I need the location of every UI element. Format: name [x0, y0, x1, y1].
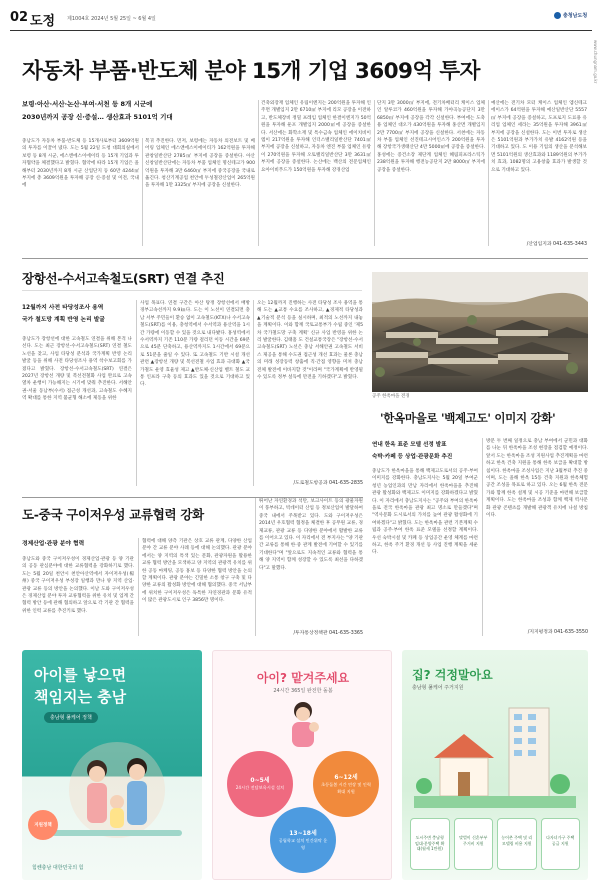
issue-info: 제1004호 2024년 5월 25일 ~ 6월 4일: [67, 16, 156, 22]
article3-col1: 충남도와 중국 구이저우성이 경제산업·관광 등 양 기관의 공동 관심분야에 대한 교류협력을 강화하기로 했다. 도는 5월 20일 천안시 천안아산역에서 자이저우성(楊州) 중국 구이저우성 부성장 일행과 만나 양 지역 산업·관광 교류 등의 방안을 논의했다. 이날 도와 구이저우성은 경제산업 분야 투자 교류협력을 위한 유치 및 업계 간 협력 방안 등에 관해 협의하고 앞으로 각 기관 간 협력을 위한 인력 교류를 추진키로 했다.: [22, 557, 134, 614]
care-circle-6-12: 6~12세 초등돌봄 시간 연장 및 인력 확대 지원: [313, 751, 379, 817]
article1-col5: 예산에는 전기차 모터 케이스 업체인 엠신테크에이스가 64억원을 투자해 예산일반산단 5557㎡ 부지에 공장을 증설하고, 도프로지 도료용 유리업 업체인 세라는 35억원을 투자해 3961㎡ 부지에 공장을 신설한다. 도는 이번 투자로 생산은 5101억원과 부가가치 유발 4162억원 등을 기대하고 있다. 도 이용 기업의 생산을 분석해보면 5101억원의 생산효과와 1189억원의 부가가치 효과, 1082명의 고용창출 효과가 발생할 것으로 기대하고 있다.: [491, 101, 587, 173]
article2-subtitle-2: 국가 철도망 계획 반영 논리 발굴: [22, 317, 105, 323]
article1-col2: 복귀 추진한다. 먼저, 보령에는 자동차 의전보트 및 베어링 업체인 에스앤에스이에이티가 162억원을 투자해 관창일반산단 2785㎡ 부지에 공장을 증설한다. 아산 신창일반산단에는 자동차 부품 업체인 명신테크가 900억원을 투자해 3만 6460㎡ 부지에 중국공장을 국내로 옮긴다. 청산기계공업 천안에 두성철강산업이 265억원을 투자해 1만 3325㎡ 부지에 공장을 신설한다.: [145, 139, 255, 189]
article1-title: 자동차 부품·반도체 분야 15개 기업 3609억 투자: [22, 59, 480, 84]
banner3-title: 집? 걱정말아요: [412, 668, 493, 682]
mother-illustration: [273, 697, 333, 749]
hanok-photo: [372, 272, 588, 392]
col-divider: [482, 438, 483, 636]
page-header: [10, 10, 598, 32]
housing-card: 도시주변 충남형 임대·분양주택 확대(월세 1만원): [410, 818, 450, 870]
article3-byline: /투자통상정책관 041-635-3365: [293, 631, 363, 636]
title-underline: [22, 290, 362, 291]
article1-subtitle-1: 보령·아산·서산·논산·부여·서천 등 8개 시군에: [22, 100, 153, 108]
banner1-line2: 책임지는 충남: [34, 688, 127, 706]
article4-col2: 방문 두 번째 일정으로 충남 부여에서 군민과 대화를 나눈 뒤 한옥마을 조성 현장을 점검할 예정이다. 앞서 도는 한옥마을 조성 지원사업 추진계획을 마련하고 한옥 건축 지원을 통해 한옥 보급을 확대할 방침이다. 한옥마을 조성사업은 지난 3월부터 추진 중이며, 도는 올해 한옥 15동 건축 지원과 한옥체험 공간 조성을 목표로 하고 있다. 오는 6월 한옥 전문가와 함께 한옥 설계 및 시공 기준을 마련해 보급할 계획이다. 도는 한옥마을 조성과 함께 백제 역사문화 관광 콘텐츠를 개발해 관광객 유치에 나설 방침이다.: [486, 439, 588, 519]
article1-col3: 건축외장재 업체인 유림이엔지는 200억원을 투자해 인주면 개별입지 2만 6710㎡ 부지에 리모 공장을 이전하고, 반도체장비 정밀 프레임 업체인 한결이엔지가 50억원을 투자해 둔포 개별입지 2000㎡에 공장을 증설한다. 서산에는 화학소재 및 특수금속 업체인 에이치비이엠이 217억원을 투자해 인더스밸리일반산단 7401㎡ 부지에 공장을 신설하고, 자동차 엔진 부품 업체인 듀랑이 270억원을 투자해 오토밸리일반산단 3만 3631㎡ 부지에 공장을 증설한다. 논산에는 백산의 전문업체인 요아이비푸드가 150억원을 투자해 강경산업: [261, 101, 371, 173]
article2-title: 장항선-수서고속철도(SRT) 연결 추진: [22, 271, 225, 286]
housing-cards: [410, 818, 580, 870]
banner-childbirth[interactable]: [22, 650, 202, 880]
banner1-tag: 충남형 풀케어 정책: [44, 712, 98, 723]
section-name: 도정: [30, 14, 56, 29]
side-url: www.chungnam.go.kr: [593, 40, 598, 84]
banner2-title: 아이? 맡겨주세요: [256, 671, 350, 685]
col-divider: [138, 538, 139, 636]
banner1-footer: 힘쎈충남 대한민국의 힘: [32, 865, 84, 871]
article4-col1: 충남도가 한옥마을을 통해 백제고도로서의 공주·부여 이미지를 강화한다. 충남도지사는 5월 20일 부여군 청년 농업인과의 만남 자리에서 한옥마을을 추진해 관광 활성화와 백제고도 이미지를 강화하겠다고 밝혔다. 이 자리에서 충남도지사는 "공주와 부여의 한옥마을로 전국 한옥마을 관광 최고 명소로 만들겠다"며 "역사문화 도시로서의 가치를 높여 관광 활성화에 기여하겠다"고 밝혔다. 도는 한옥마을 관련 기본계획 수립과 공주·부여 한옥 표준 모델을 선정할 계획이다. 우선 숙박시설 및 카페 등 상업공간 운영 체계를 마련하고, 한옥 주거 환경 개선 등 사업 진행 계획을 세운다.: [372, 469, 478, 556]
logo-icon: [554, 12, 561, 19]
care-circle-0-5: 0~5세 24시간 전담보육시설 설치: [227, 751, 293, 817]
photo-caption: 공주 한옥마을 전경: [372, 394, 410, 399]
housing-card: 맞벌이 신혼부부 주거비 지원: [454, 818, 494, 870]
col-divider: [255, 498, 256, 636]
article2-byline: /도로철도항공과 041-635-2835: [293, 481, 363, 486]
section-rule: [22, 258, 588, 259]
page-number: 02: [10, 10, 29, 25]
photo-scene: [372, 272, 588, 392]
article2-col1: 충남도가 장항선에 대한 고속철도 연결을 위해 본격 나선다. 도는 최근 장항선-수서고속철도(SRT) 연결 철도 노선을 찾고, 사업 타당성 분석과 국가계획 반영 논리 발굴 등을 위해 사전 타당성조사 용역 착수보고회를 가졌다고 밝혔다. 장항선-수서고속철도(SRT) 연결은 2027년 장항선 개량 및 복선전철화 사업 완료로 고속열차 운행이 가능해지는 시기에 맞춰 추진한다. 서해안권-서울 동남부(수서) 접근성 개선과, 고속철도 수혜지역 확대를 통한 지역 불균형 해소에 제동을 위한: [22, 337, 132, 402]
banner3-sub: 충남형 풀케어 주거지원: [412, 685, 464, 691]
article2-col2: 사업 목표다. 연결 구간은 아산 탕정 장항선에서 배방 경부고속선까지 9.9㎞다. 도는 이 노선이 연결되면 충남 서부 주민들이 환승 없이 고속철도(KTX)나 수서고속철도(SRT)를 이용, 충청역에서 수서역과 용산역을 1시간 가량에 이동할 수 있을 것으로 내다봤다. 홍성역에서 수서역까지 기존 110분 가량 걸리던 이동 시간을 69분으로 45분 단축하고, 용산역까지도 1시간에서 69분으로 51분을 줄일 수 있다. 또 고속철도 기반 시설 개선 관련 ▲장항선 개량 및 복선전철 사업 효과 극대화 ▲국가철도 운영 효율성 제고 ▲반도체·신산업 벨트 철도 교통 인프라 구축 등의 효과도 있을 것으로 기대하고 있다.: [140, 301, 250, 388]
article1-subtitle-2: 2030년까지 공장 신·증설… 생산효과 5101억 기대: [22, 113, 173, 121]
article1-col4: 단지 3만 3000㎡ 부지에, 전기차배터리 케이스 업체인 알루코가 460억원을 투자해 가야곡농공단지 3만 6850㎡ 부지에 공장을 각각 신설한다. 부여에는 도축용 업체인 대오가 430억원을 투자해 홍산면 개별입지 2만 7700㎡ 부지에 공장을 신설한다. 서천에는 자동차 부품 업체인 선진테크시어인스가 200억원을 투자해 장항국가생태산단 4만 5000㎡에 공장을 증설한다. 홍성에는 증건소장 제단계 업체인 혜림피프라스틱가 238억원을 투자해 행전농공단지 2만 8000㎡ 부지에 공장을 증설한다.: [377, 101, 485, 173]
care-circle-13-18: 13~18세 공립학교 설치 민간위탁 운영: [270, 807, 336, 873]
housing-card: 다자녀가구 주택 공급 지원: [541, 818, 581, 870]
article1-col1: 충남도가 자동차 부품·반도체 등 15개사로부터 3609억원의 투자를 이끌어 냈다. 도는 5월 22일 도청 대회의실에서 보령 등 8개 시군, 에스앤에스이에이티 등 15개 기업과 투자협약을 체결했다고 밝혔다. 협약에 따라 15개 기업은 올해부터 2030년까지 8개 시군 산업단지 등 60만 4244㎡ 부지에 총 3609억원을 투자해 공장 신·증설 및 이전, 국내에: [22, 139, 139, 189]
article1-byline: /산업입지과 041-635-3443: [526, 242, 587, 247]
col-divider: [258, 100, 259, 246]
article4-title: '한옥마을로 '백제고도' 이미지 강화': [380, 411, 556, 425]
banner1-line1: 아이를 낳으면: [34, 666, 127, 684]
article4-subtitle-2: 숙박·카페 등 상업·관광문화 추진: [372, 454, 453, 460]
article3-col2: 협력에 대해 양측 기관은 상호 교류 관계, 다양한 산업 분야 간 교류 분야 사례 등에 대해 논의했다. 관광 분야에서는 양 지역의 특색 있는 문화, 관광자원을 활용한 교류 협력 방안을 모색하고 양 지역의 관광객 유치를 위한 공동 마케팅, 공동 홍보 등 다양한 협력 방안을 논의할 계획이다. 관광 분야는 긴밀한 소통 창구 구축 및 다양한 교류의 활성화 방안에 대해 협의했다. 중국 서남부에 위치한 구이저우성은 독특한 자연경관과 문화 유적이 많은 관광도시로 인구 3856만 명이다.: [142, 539, 252, 604]
col-divider: [374, 100, 375, 246]
col-divider: [136, 300, 137, 486]
article4-byline: /지지평정과 041-635-3550: [527, 630, 588, 635]
col-divider: [488, 100, 489, 246]
banner-childcare[interactable]: [212, 650, 392, 880]
housing-card: 농어촌 주택 및 리모델링 비용 지원: [497, 818, 537, 870]
article2-col3: 오는 12월까지 진행하는 사전 타당성 조사 용역을 통해 도는 ▲교통 수요를 조사하고, ▲경제적 타당성과 ▲기술적 분석 등을 실시하며, 최적의 노선까지 내놓을 계획이다. 이와 함께 국토교통부가 수립 중인 '제5차 국가철도망 구축 계획' 신규 사업 반영을 위한 논리 발굴한다. 김태흠 도 건설교통국장은 "장항선-수서고속철도(SRT) 노선은 충남 서해안권 고속철도 서비스 제공을 통해 수도권 접근성 개선 효과는 물론 충남의 미래 성장동력 창출에 직·간접 영향을 미쳐 충남 전체 발전에 이바지할 것"이라며 "국가계획에 반영될 수 있도록 정부 설득에 만전을 기하겠다"고 밝혔다.: [257, 301, 363, 381]
article3-col3: 뛰어난 자연환경과 석탄, 보크사이트 등의 광물자원이 풍부하고, 빅데이터 산업 등 정보산업이 발달하여 중국 내에서 주목받고 있다. 도와 구이저우성은 2014년 우호협력 협정을 체결한 후 공무원 교류, 경제교류, 관광 교류 등 다양한 분야에서 활발한 교류를 이어오고 있다. 이 자리에서 전 부지사는 "양 기관 간 교류를 통해 한·중 관계 발전에 기여할 수 있기를 기대한다"며 "앞으로도 지속적인 교류와 협력을 통해 양 지역이 함께 성장할 수 있도록 최선을 다하겠다"고 말했다.: [259, 499, 363, 571]
col-divider: [142, 138, 143, 246]
family-illustration: [42, 730, 192, 860]
article3-title: 도-중국 구이저우성 교류협력 강화: [22, 507, 204, 522]
houses-illustration: [414, 698, 576, 808]
banner1-badge: 지원정책: [28, 810, 58, 840]
article2-subtitle-1: 12월까지 사전 타당성조사 용역: [22, 305, 104, 311]
article4-subtitle-1: 연내 한옥 표준 모델 선정 발표: [372, 442, 447, 448]
logo: 충청남도청: [554, 12, 587, 19]
header-rule: [10, 30, 592, 31]
article3-subtitle-1: 경제산업·관광 분야 협력: [22, 541, 85, 547]
banner2-sub: 24시간 365일 완전한 돌봄: [273, 688, 333, 694]
banner-housing[interactable]: [402, 650, 588, 880]
col-divider: [253, 300, 254, 486]
